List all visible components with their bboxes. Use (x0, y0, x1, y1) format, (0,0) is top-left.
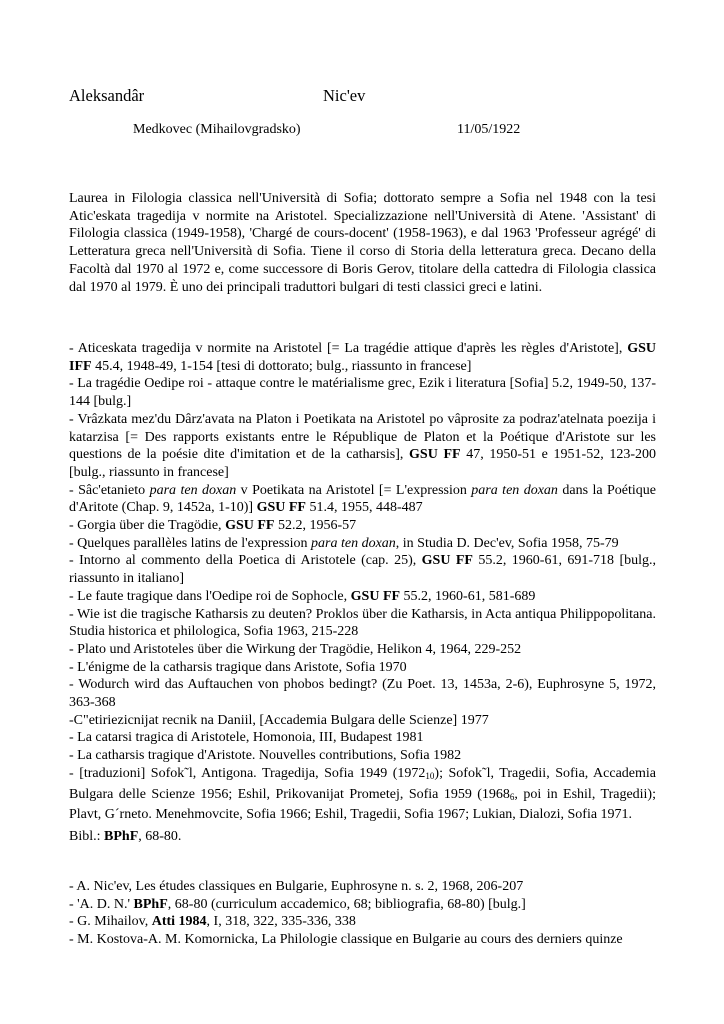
work-entry: - La catarsi tragica di Aristotele, Homonoia, III, Budapest 1981 (69, 730, 424, 746)
work-entry: - Le faute tragique dans l'Oedipe roi de Sophocle, GSU FF 55.2, 1960-61, 581-689 (69, 588, 536, 604)
work-entry: - Vrâzkata mez'du Dârz'avata na Platon i Poetikata na Aristotel po vâprosite za podraz'atelnata poezija i katarzisa [= Des rapports existants entre le République de Platon et la Poétique d'Aristote sur les questions de la poésie dite d'imitation et de la catharsis], GSU FF 47, 1950-51 e 1951-52, 123-200 [bulg., riassunto in francese] (69, 411, 657, 480)
biography-paragraph: Laurea in Filologia classica nell'Università di Sofia; dottorato sempre a Sofia nel 1948 con la tesi Atic'eskata tragedija v normite na Aristotel. Specializzazione nell'Università di Atene. 'Assistant' di Filologia classica (1949-1958), 'Chargé de cours-docent' (1958-1963), e dal 1963 'Professeur agrégé' di Letteratura greca nell'Università di Sofia. Tiene il corso di Storia della letteratura greca. Decano della Facoltà dal 1970 al 1972 e, come successore di Boris Gerov, titolare della cattedra di Filologia classica dal 1970 al 1979. È uno dei principali traduttori bulgari di testi classici greci e latini. (69, 191, 656, 295)
work-entry: - Quelques parallèles latins de l'expression para ten doxan, in Studia D. Dec'ev, Sofia 1958, 75-79 (69, 535, 619, 551)
work-entry: - La tragédie Oedipe roi - attaque contre le matérialisme grec, Ezik i literatura [Sofia] 5.2, 1949-50, 137-144 [bulg.] (69, 376, 656, 410)
work-entry: - L'énigme de la catharsis tragique dans Aristote, Sofia 1970 (69, 659, 407, 675)
author-given-name: Nic'ev (323, 86, 366, 105)
work-entry: - Intorno al commento della Poetica di Aristotele (cap. 25), GSU FF 55.2, 1960-61, 691-718 [bulg., riassunto in italiano] (69, 553, 656, 587)
work-entry: - Wodurch wird das Auftauchen von phobos bedingt? (Zu Poet. 13, 1453a, 2-6), Euphrosyne 5, 1972, 363-368 (69, 677, 656, 711)
work-entry: - Sâc'etanieto para ten doxan v Poetikata na Aristotel [= L'expression para ten doxan dans la Poétique d'Aritote (Chap. 9, 1452a, 1-10)] GSU FF 51.4, 1955, 448-487 (69, 482, 656, 516)
birthdate: 11/05/1922 (457, 122, 521, 137)
work-entry: - Wie ist die tragische Katharsis zu deuten? Proklos über die Katharsis, in Acta antiqua Philippopolitana. Studia historica et philologica, Sofia 1963, 215-228 (69, 606, 656, 640)
references-list (69, 878, 656, 949)
reference-entry: - G. Mihailov, Atti 1984, I, 318, 322, 335-336, 338 (69, 914, 356, 930)
bibliography-line: Bibl.: BPhF, 68-80. (69, 829, 182, 844)
work-entry: - [traduzioni] Sofok˜l, Antigona. Tragedija, Sofia 1949 $(1972_{10})$; Sofok˜l, Tragedii, Sofia, Accademia Bulgara delle Scienze 1956; Eshil, Prikovanijat Prometej, Sofia 1959 ($1968_6$, poi in Eshil, Tragedii); Plavt, G´rneto. Menehmovcite, Sofia 1966; Eshil, Tragedii, Sofia 1967; Lukian, Dialozi, Sofia 1971. (69, 765, 656, 823)
work-entry: - Plato und Aristoteles über die Wirkung der Tragödie, Helikon 4, 1964, 229-252 (69, 641, 522, 657)
work-entry: - Gorgia über die Tragödie, GSU FF 52.2, 1956-57 (69, 518, 357, 534)
work-entry: - La catharsis tragique d'Aristote. Nouvelles contributions, Sofia 1982 (69, 748, 462, 764)
reference-entry: - A. Nic'ev, Les études classiques en Bulgarie, Euphrosyne n. s. 2, 1968, 206-207 (69, 879, 524, 894)
work-entry: -C"etiriezicnijat recnik na Daniil, [Accademia Bulgara delle Scienze] 1977 (69, 712, 489, 728)
reference-entry: - M. Kostova-A. M. Komornicka, La Philologie classique en Bulgarie au cours des derniers quinze (69, 932, 623, 948)
works-list (69, 340, 656, 824)
reference-entry: - 'A. D. N.' BPhF, 68-80 (curriculum accademico, 68; bibliografia, 68-80) [bulg.] (69, 896, 526, 912)
author-surname: Aleksandâr (69, 86, 145, 105)
work-entry: - Aticeskata tragedija v normite na Aristotel [= La tragédie attique d'après les règles d'Aristote], GSU IFF 45.4, 1948-49, 1-154 [tesi di dottorato; bulg., riassunto in francese] (69, 341, 656, 374)
birthplace: Medkovec (Mihailovgradsko) (133, 122, 301, 137)
